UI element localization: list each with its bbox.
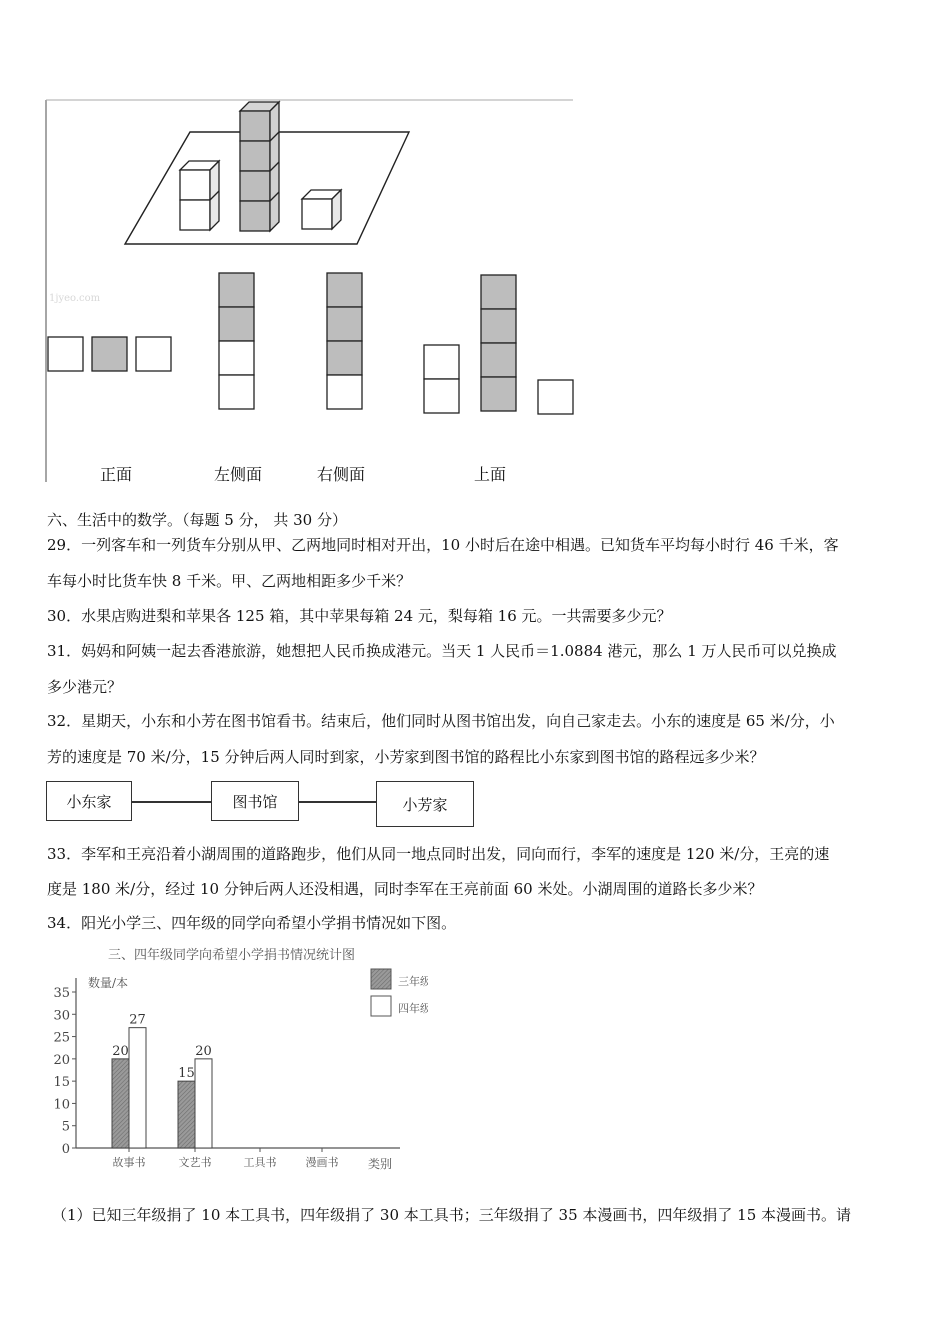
y-tick-label: 0	[61, 1142, 70, 1157]
route-diagram	[45, 778, 475, 828]
bar-value-label: 27	[129, 1012, 146, 1028]
watermark-text: 1jyeo.com	[49, 293, 101, 304]
y-tick-label: 15	[53, 1075, 70, 1091]
y-tick-label: 30	[53, 1008, 70, 1024]
y-tick-label: 25	[53, 1030, 70, 1046]
view-option-left	[219, 273, 254, 409]
bar-grade4-1	[195, 1059, 212, 1148]
label-left-view: 左侧面	[214, 465, 263, 484]
route-line-right	[297, 801, 377, 803]
legend-swatch-grade3	[371, 969, 391, 989]
box-library: 图书馆	[211, 781, 299, 821]
q34-line1: 34．阳光小学三、四年级的同学向希望小学捐书情况如下图。	[47, 914, 457, 932]
x-tick-label: 漫画书	[305, 1156, 339, 1169]
q31-line2: 多少港元？	[47, 678, 123, 696]
label-front-view: 正面	[100, 465, 133, 484]
legend-label-grade4: 四年级	[398, 1002, 428, 1015]
donation-bar-chart	[48, 940, 428, 1175]
q32-line2: 芳的速度是 70 米/分，15 分钟后两人同时到家，小芳家到图书馆的路程比小东家到图书馆的路程远多少米？	[47, 748, 765, 766]
section-title: 六、生活中的数学。（每题 5 分， 共 30 分）	[47, 511, 347, 529]
cube-stack-left	[180, 161, 219, 230]
cube-stack-tall	[240, 102, 279, 231]
label-right-view: 右侧面	[317, 465, 366, 484]
y-tick-label: 10	[53, 1097, 70, 1113]
view-option-top	[424, 275, 573, 414]
y-tick-label: 35	[53, 986, 70, 1001]
x-tick-label: 故事书	[112, 1156, 146, 1169]
bar-grade3-0	[112, 1059, 129, 1148]
chart-ylabel: 数量/本	[88, 976, 129, 990]
q29-line1: 29．一列客车和一列货车分别从甲、乙两地同时相对开出，10 小时后在途中相遇。已知货车平均每小时行 46 千米，客	[47, 536, 839, 554]
bar-value-label: 15	[178, 1066, 195, 1082]
q33-line2: 度是 180 米/分，经过 10 分钟后两人还没相遇，同时李军在王亮前面 60 米处。小湖周围的道路长多少米？	[47, 880, 763, 898]
y-tick-label: 20	[53, 1052, 70, 1068]
block-views-drawing	[45, 98, 575, 488]
q31-line1: 31．妈妈和阿姨一起去香港旅游，她想把人民币换成港元。当天 1 人民币＝1.0884 港元，那么 1 万人民币可以兑换成	[47, 642, 837, 660]
q34-sub1-line1: （1）已知三年级捐了 10 本工具书，四年级捐了 30 本工具书；三年级捐了 35 本漫画书，四年级捐了 15 本漫画书。请	[52, 1206, 852, 1224]
box-xiaofang-home: 小芳家	[376, 781, 474, 827]
chart-svg	[48, 940, 428, 1175]
bar-value-label: 20	[112, 1043, 129, 1059]
x-tick-label: 文艺书	[178, 1156, 212, 1169]
cube-single-right	[302, 190, 341, 229]
legend-label-grade3: 三年级	[398, 975, 428, 988]
view-option-right	[327, 273, 362, 409]
y-tick-label: 5	[61, 1119, 70, 1135]
chart-xlabel: 类别	[368, 1157, 393, 1171]
block-views-figure	[45, 98, 575, 488]
q30-line1: 30．水果店购进梨和苹果各 125 箱，其中苹果每箱 24 元，梨每箱 16 元。一共需要多少元？	[47, 607, 672, 625]
bar-grade4-0	[129, 1028, 146, 1148]
box-xiaodong-home: 小东家	[46, 781, 132, 821]
view-option-front	[48, 337, 171, 371]
x-tick-label: 工具书	[243, 1156, 277, 1169]
label-top-view: 上面	[474, 465, 507, 484]
q29-line2: 车每小时比货车快 8 千米。甲、乙两地相距多少千米？	[47, 572, 412, 590]
route-line-left	[131, 801, 211, 803]
legend-swatch-grade4	[371, 996, 391, 1016]
q33-line1: 33．李军和王亮沿着小湖周围的道路跑步，他们从同一地点同时出发，同向而行，李军的速度是 120 米/分，王亮的速	[47, 845, 830, 863]
chart-title: 三、四年级同学向希望小学捐书情况统计图	[108, 948, 356, 963]
bar-value-label: 20	[195, 1043, 212, 1059]
bar-grade3-1	[178, 1081, 195, 1148]
q32-line1: 32．星期天，小东和小芳在图书馆看书。结束后，他们同时从图书馆出发，向自己家走去。小东的速度是 65 米/分，小	[47, 712, 835, 730]
